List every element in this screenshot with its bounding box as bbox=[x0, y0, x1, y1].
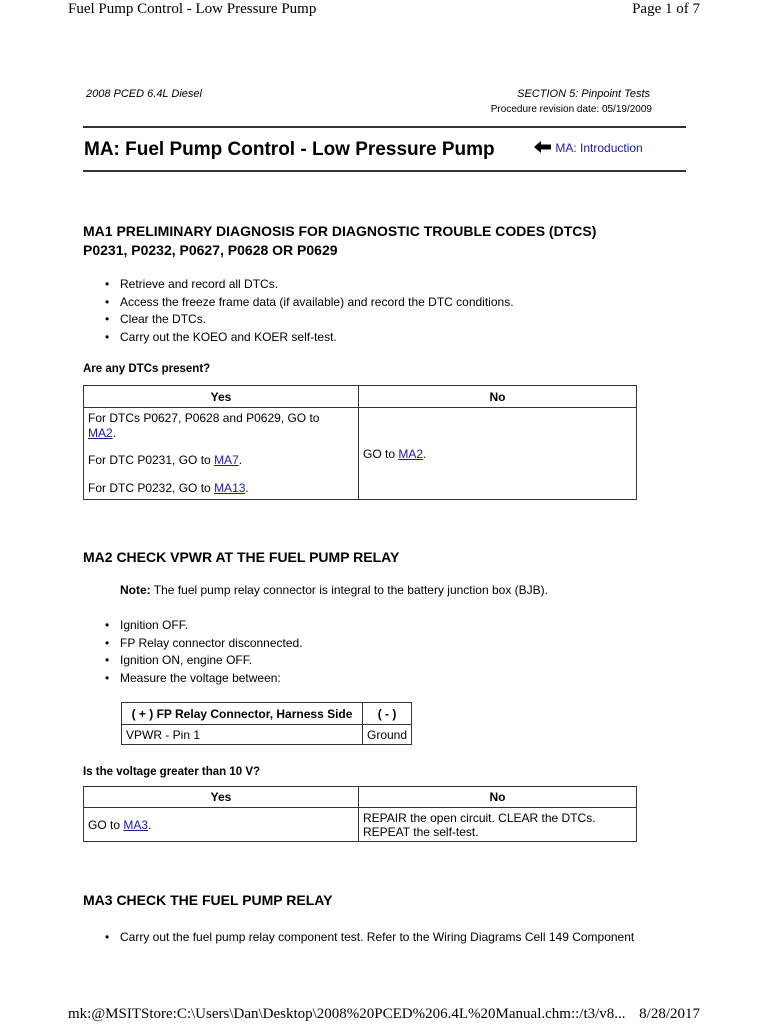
ma1-result-table bbox=[83, 385, 637, 500]
yes-cell: GO to MA3. bbox=[84, 808, 359, 842]
ma1-heading-line2: P0231, P0232, P0627, P0628 OR P0629 bbox=[83, 242, 338, 258]
table-row bbox=[122, 725, 412, 745]
list-item: • Measure the voltage between: bbox=[83, 670, 683, 688]
negative-lead-value: Ground bbox=[363, 725, 412, 745]
no-line-2: REPEAT the self-test. bbox=[363, 824, 479, 839]
ma2-result-table bbox=[83, 786, 637, 842]
note-text: The fuel pump relay connector is integral to the battery junction box (BJB). bbox=[153, 583, 548, 597]
ma1-heading-line1: MA1 PRELIMINARY DIAGNOSIS FOR DIAGNOSTIC TROUBLE CODES (DTCS) bbox=[83, 223, 597, 239]
table-row bbox=[122, 703, 412, 725]
ma1-steps bbox=[83, 276, 683, 346]
yes-line-2: For DTC P0231, GO to MA7. bbox=[88, 453, 243, 467]
ma3-steps bbox=[83, 929, 723, 947]
yes-header: Yes bbox=[84, 386, 359, 408]
title-top-rule bbox=[83, 126, 686, 128]
ma2-note bbox=[120, 583, 548, 597]
table-row bbox=[84, 386, 637, 408]
table-row bbox=[84, 787, 637, 808]
page-title: MA: Fuel Pump Control - Low Pressure Pump bbox=[84, 139, 495, 160]
list-item: • Access the freeze frame data (if available) and record the DTC conditions. bbox=[83, 294, 683, 312]
note-label: Note: bbox=[120, 583, 151, 597]
ma2-steps bbox=[83, 617, 683, 687]
measurement-table bbox=[121, 702, 412, 745]
introduction-link-label[interactable]: MA: Introduction bbox=[555, 141, 643, 155]
print-footer-path: mk:@MSITStore:C:\Users\Dan\Desktop\2008%20PCED%206.4L%20Manual.chm::/t3/v8... bbox=[68, 1006, 626, 1022]
ma1-heading bbox=[83, 222, 683, 260]
no-cell bbox=[359, 808, 637, 842]
ma3-heading: MA3 CHECK THE FUEL PUMP RELAY bbox=[83, 892, 333, 908]
print-header-page: Page 1 of 7 bbox=[632, 1, 700, 17]
positive-lead-header: ( + ) FP Relay Connector, Harness Side bbox=[122, 703, 363, 725]
ma2-link[interactable]: MA2 bbox=[398, 446, 424, 461]
list-item: • Carry out the KOEO and KOER self-test. bbox=[83, 329, 683, 347]
vehicle-label: 2008 PCED 6.4L Diesel bbox=[86, 88, 202, 100]
list-item: • Carry out the fuel pump relay component test. Refer to the Wiring Diagrams Cell 149 Component bbox=[83, 929, 723, 947]
no-line-1: REPAIR the open circuit. CLEAR the DTCs. bbox=[363, 810, 596, 825]
list-item: • Ignition OFF. bbox=[83, 617, 683, 635]
table-row bbox=[84, 808, 637, 842]
print-footer-date: 8/28/2017 bbox=[639, 1006, 700, 1022]
back-arrow-icon bbox=[534, 140, 552, 157]
ma2-heading: MA2 CHECK VPWR AT THE FUEL PUMP RELAY bbox=[83, 549, 400, 565]
negative-lead-header: ( - ) bbox=[363, 703, 412, 725]
introduction-link[interactable] bbox=[534, 140, 643, 157]
list-item: • Ignition ON, engine OFF. bbox=[83, 652, 683, 670]
list-item: • Clear the DTCs. bbox=[83, 311, 683, 329]
ma13-link[interactable]: MA13 bbox=[214, 481, 246, 495]
no-cell: GO to MA2. bbox=[359, 408, 637, 500]
yes-line-1: For DTCs P0627, P0628 and P0629, GO to MA2. bbox=[88, 411, 320, 440]
revision-date: Procedure revision date: 05/19/2009 bbox=[490, 104, 652, 115]
yes-line-3: For DTC P0232, GO to MA13. bbox=[88, 481, 249, 495]
section-label: SECTION 5: Pinpoint Tests bbox=[517, 88, 650, 100]
ma7-link[interactable]: MA7 bbox=[214, 453, 239, 467]
list-item: • FP Relay connector disconnected. bbox=[83, 635, 683, 653]
no-header: No bbox=[359, 787, 637, 808]
yes-header: Yes bbox=[84, 787, 359, 808]
print-header-title: Fuel Pump Control - Low Pressure Pump bbox=[68, 1, 317, 17]
ma2-question: Is the voltage greater than 10 V? bbox=[83, 766, 261, 778]
list-item: • Retrieve and record all DTCs. bbox=[83, 276, 683, 294]
ma3-link[interactable]: MA3 bbox=[123, 817, 149, 832]
no-header: No bbox=[359, 386, 637, 408]
positive-lead-value: VPWR - Pin 1 bbox=[122, 725, 363, 745]
ma1-question: Are any DTCs present? bbox=[83, 363, 211, 375]
yes-cell bbox=[84, 408, 359, 500]
title-bottom-rule bbox=[83, 170, 686, 172]
ma2-link[interactable]: MA2 bbox=[88, 426, 113, 440]
table-row bbox=[84, 408, 637, 500]
